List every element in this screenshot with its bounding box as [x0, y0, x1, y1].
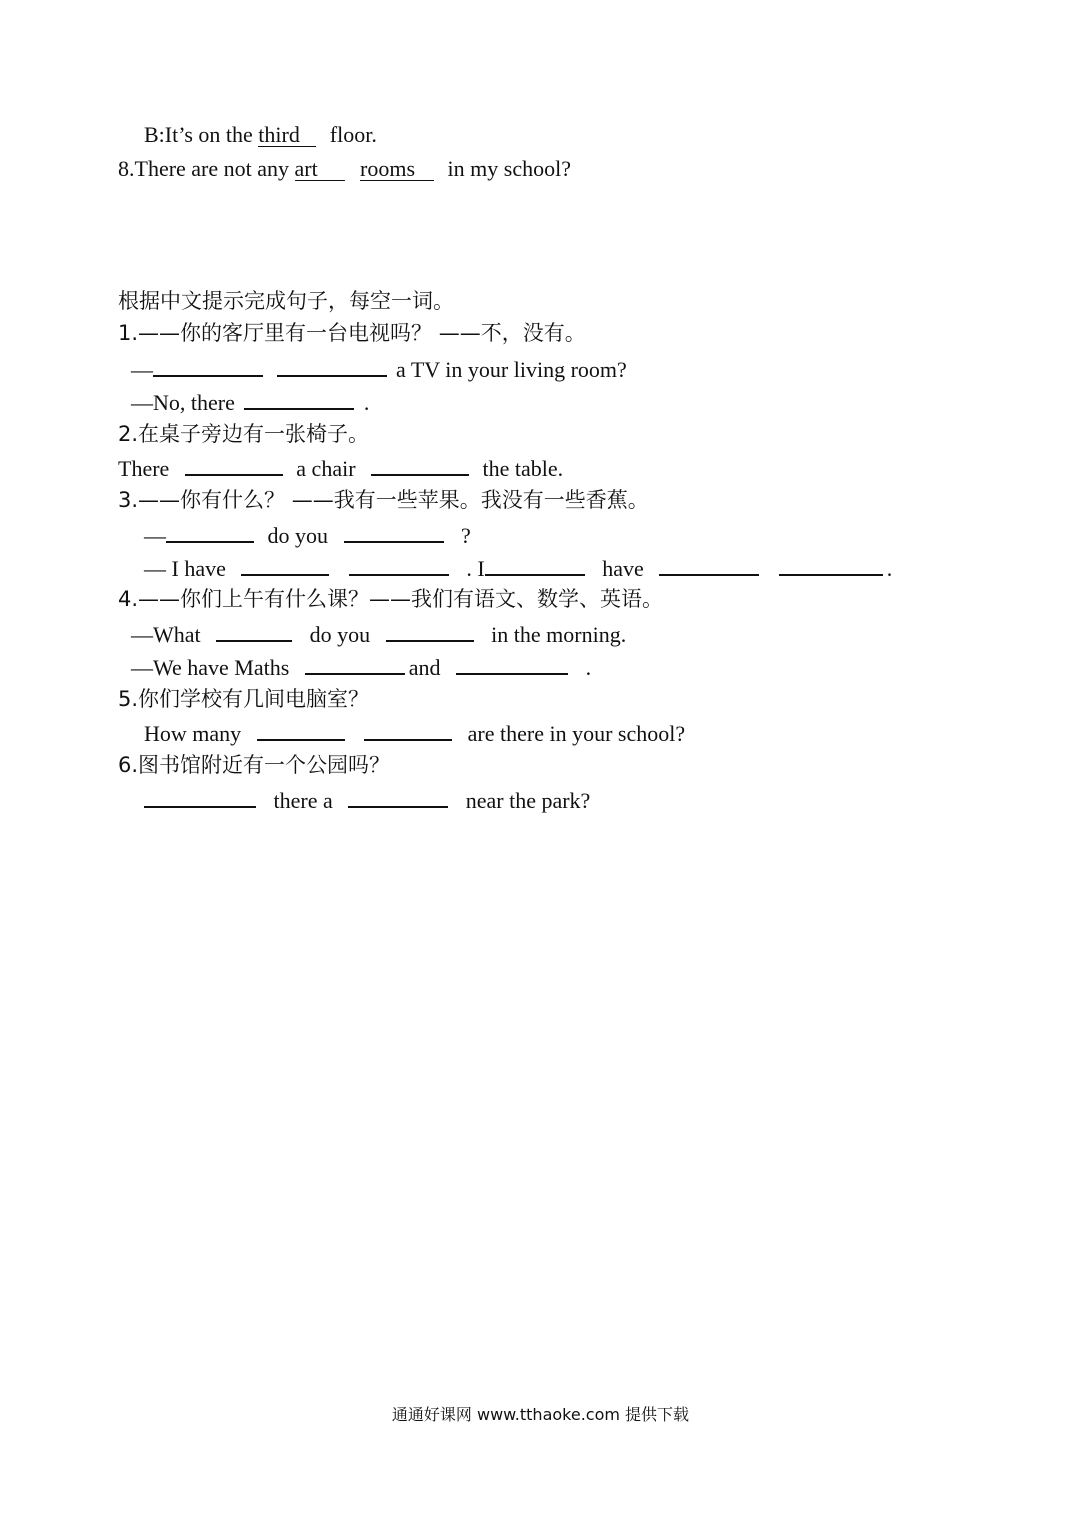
item-3-blank-3[interactable]: [241, 554, 329, 576]
item-3-text-b: do you: [267, 523, 328, 548]
item-4-line-2: [131, 653, 591, 679]
item-4-text-maths: —We have Maths: [131, 655, 290, 680]
item-1-blank-2[interactable]: [277, 355, 387, 377]
item-4-chinese: 4.——你们上午有什么课？——我们有语文、数学、英语。: [118, 587, 664, 611]
item-1-dash: —: [131, 357, 153, 382]
q8-answer-1: art: [295, 158, 345, 181]
item-5-blank-1[interactable]: [257, 719, 345, 741]
item-2-chinese: 2.在桌子旁边有一张椅子。: [118, 422, 370, 446]
item-1-text: a TV in your living room?: [396, 357, 627, 382]
item-6-text-there-a: there a: [273, 788, 333, 813]
item-1-line-1: [131, 355, 627, 381]
item-2-blank-2[interactable]: [371, 454, 469, 476]
item-5-line: [144, 719, 685, 745]
item-4-line-1: [131, 620, 626, 646]
item-4-text-what: —What: [131, 622, 201, 647]
item-1-line-2: [131, 388, 369, 414]
section-title: 根据中文提示完成句子，每空一词。: [118, 289, 454, 313]
item-3-line-1: [144, 521, 471, 547]
item-3-blank-7[interactable]: [779, 554, 883, 576]
item-3-text-i: . I: [466, 556, 485, 581]
q8-suffix: in my school?: [447, 156, 571, 181]
item-3-period: .: [886, 556, 893, 581]
item-1-answer-start: —No, there: [131, 390, 235, 415]
item-3-blank-4[interactable]: [349, 554, 449, 576]
item-3-line-2: [144, 554, 892, 580]
item-2-text-c: the table.: [482, 456, 564, 481]
q8-line: [118, 156, 571, 182]
item-4-text-morning: in the morning.: [491, 622, 627, 647]
item-5-text-how-many: How many: [144, 721, 242, 746]
item-1-blank-1[interactable]: [153, 355, 263, 377]
item-4-blank-1[interactable]: [216, 620, 292, 642]
item-4-blank-2[interactable]: [386, 620, 474, 642]
item-1-chinese: 1.——你的客厅里有一台电视吗？ ——不，没有。: [118, 321, 586, 345]
item-5-text-rest: are there in your school?: [467, 721, 686, 746]
page-footer: 通通好课网 www.tthaoke.com 提供下载: [391, 1405, 690, 1424]
item-2-text-a: There: [118, 456, 170, 481]
q8-answer-2: rooms: [360, 158, 434, 181]
item-3-blank-5[interactable]: [485, 554, 585, 576]
item-2-line: [118, 454, 563, 480]
item-6-chinese: 6.图书馆附近有一个公园吗？: [118, 753, 391, 777]
item-6-text-near: near the park?: [465, 788, 591, 813]
item-4-blank-4[interactable]: [456, 653, 568, 675]
item-3-chinese: 3.——你有什么？ ——我有一些苹果。我没有一些香蕉。: [118, 488, 649, 512]
item-5-blank-2[interactable]: [364, 719, 452, 741]
item-2-text-b: a chair: [296, 456, 356, 481]
item-4-text-and: and: [408, 655, 441, 680]
item-1-blank-3[interactable]: [244, 388, 354, 410]
item-3-blank-1[interactable]: [166, 521, 254, 543]
item-3-text-have-2: have: [602, 556, 644, 581]
q7-answer-line: [144, 122, 377, 148]
q7-prefix: B:It’s on the: [144, 122, 253, 147]
item-6-blank-2[interactable]: [348, 786, 448, 808]
item-3-dash: —: [144, 523, 166, 548]
item-6-line: [144, 786, 590, 812]
item-4-text-do-you: do you: [309, 622, 371, 647]
item-1-period: .: [363, 390, 370, 415]
item-2-blank-1[interactable]: [185, 454, 283, 476]
item-6-blank-1[interactable]: [144, 786, 256, 808]
q7-answer: third: [258, 124, 316, 147]
item-3-question-mark: ?: [461, 523, 471, 548]
item-5-chinese: 5.你们学校有几间电脑室？: [118, 687, 370, 711]
item-3-text-have: — I have: [144, 556, 226, 581]
item-3-blank-2[interactable]: [344, 521, 444, 543]
item-4-blank-3[interactable]: [305, 653, 405, 675]
item-4-period: .: [585, 655, 592, 680]
q8-prefix: 8.There are not any: [118, 156, 290, 181]
item-3-blank-6[interactable]: [659, 554, 759, 576]
q7-suffix: floor.: [329, 122, 377, 147]
